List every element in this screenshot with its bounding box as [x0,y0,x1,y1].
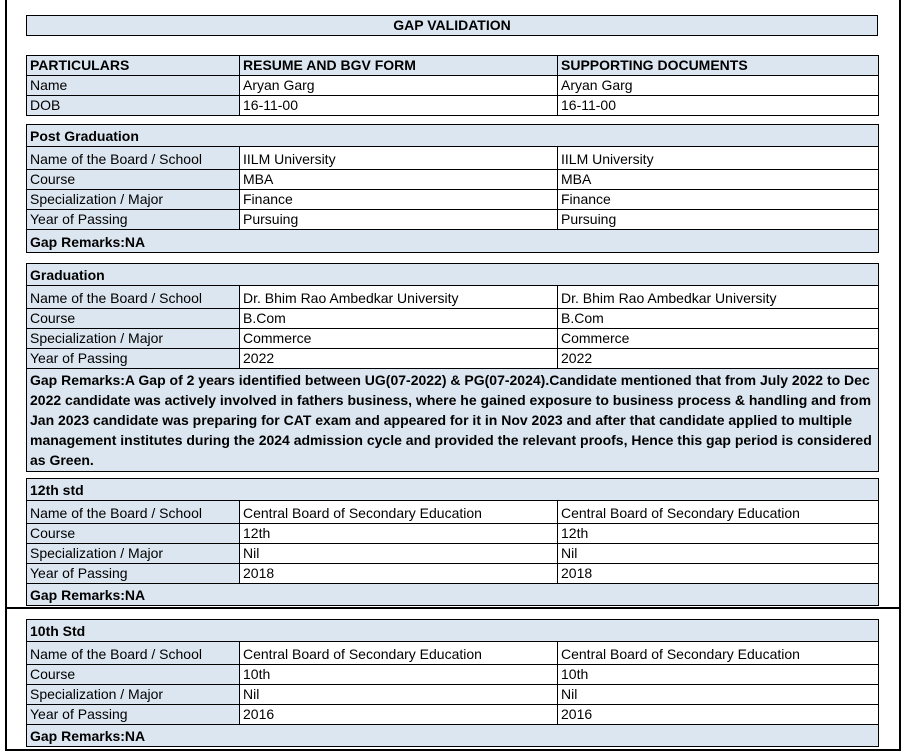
resume-value: Finance [240,190,558,210]
supporting-value: Finance [558,190,879,210]
row-label: Year of Passing [27,210,240,230]
section-post-graduation [26,124,879,253]
supporting-value: Dr. Bhim Rao Ambedkar University [558,286,879,309]
row-label: Specialization / Major [27,544,240,564]
resume-value: 16-11-00 [240,96,558,116]
section-title: Post Graduation [27,125,879,147]
row-label: Year of Passing [27,564,240,584]
gap-remarks: Gap Remarks:NA [27,230,879,253]
table-row [27,96,879,116]
resume-value: 2018 [240,564,558,584]
table-row [27,170,879,190]
row-label: Course [27,309,240,329]
table-row [27,665,879,685]
gap-remarks: Gap Remarks:NA [27,725,879,747]
table-row [27,501,879,524]
table-row [27,76,879,96]
col-header-particulars: PARTICULARS [27,56,240,76]
personal-table [26,55,879,116]
table-row [27,642,879,665]
row-label: Specialization / Major [27,190,240,210]
table-row [27,524,879,544]
table-row [27,190,879,210]
gap-remarks: Gap Remarks:NA [27,584,879,606]
resume-value: Pursuing [240,210,558,230]
resume-value: 2016 [240,705,558,725]
row-label: Year of Passing [27,349,240,369]
resume-value: IILM University [240,147,558,170]
supporting-value: Nil [558,544,879,564]
resume-value: Central Board of Secondary Education [240,501,558,524]
row-label: DOB [27,96,240,116]
section-12th-std [26,478,879,606]
supporting-value: B.Com [558,309,879,329]
supporting-value: 2018 [558,564,879,584]
table-row [27,544,879,564]
row-label: Course [27,170,240,190]
supporting-value: Commerce [558,329,879,349]
table-row [27,329,879,349]
supporting-value: Central Board of Secondary Education [558,642,879,665]
resume-value: Central Board of Secondary Education [240,642,558,665]
resume-value: 12th [240,524,558,544]
section-graduation [26,263,879,472]
row-label: Name of the Board / School [27,501,240,524]
supporting-value: MBA [558,170,879,190]
supporting-value: 12th [558,524,879,544]
page-title: GAP VALIDATION [26,15,878,36]
row-label: Name of the Board / School [27,642,240,665]
table-row [27,210,879,230]
row-label: Name [27,76,240,96]
row-label: Year of Passing [27,705,240,725]
section-10th-std [26,619,879,747]
resume-value: Dr. Bhim Rao Ambedkar University [240,286,558,309]
supporting-value: Central Board of Secondary Education [558,501,879,524]
resume-value: 10th [240,665,558,685]
table-row [27,564,879,584]
row-label: Name of the Board / School [27,286,240,309]
row-label: Name of the Board / School [27,147,240,170]
table-row [27,349,879,369]
resume-value: Nil [240,544,558,564]
supporting-value: 16-11-00 [558,96,879,116]
resume-value: B.Com [240,309,558,329]
supporting-value: Aryan Garg [558,76,879,96]
resume-value: MBA [240,170,558,190]
row-label: Specialization / Major [27,685,240,705]
supporting-value: Nil [558,685,879,705]
resume-value: 2022 [240,349,558,369]
row-label: Course [27,665,240,685]
page-break-line [5,607,901,609]
section-title: 10th Std [27,620,879,642]
table-row [27,147,879,170]
section-title: 12th std [27,479,879,501]
table-row [27,705,879,725]
table-row [27,309,879,329]
resume-value: Nil [240,685,558,705]
supporting-value: IILM University [558,147,879,170]
col-header-supporting: SUPPORTING DOCUMENTS [558,56,879,76]
col-header-resume: RESUME AND BGV FORM [240,56,558,76]
table-row [27,286,879,309]
row-label: Specialization / Major [27,329,240,349]
supporting-value: Pursuing [558,210,879,230]
supporting-value: 2016 [558,705,879,725]
resume-value: Aryan Garg [240,76,558,96]
header-row [27,56,879,76]
row-label: Course [27,524,240,544]
table-row [27,685,879,705]
supporting-value: 2022 [558,349,879,369]
supporting-value: 10th [558,665,879,685]
gap-remarks: Gap Remarks:A Gap of 2 years identified between UG(07-2022) & PG(07-2024).Candidate mentioned that from July 2022 to Dec 2022 candidate was actively involved in fathers business, where he gained exposure to business process & handling and from Jan 2023 candidate was preparing for CAT exam and appeared for it in Nov 2023 and after that candidate applied to multiple management institutes during the 2024 admission cycle and provided the relevant proofs, Hence this gap period is considered as Green. [27,369,879,472]
section-title: Graduation [27,264,879,286]
resume-value: Commerce [240,329,558,349]
